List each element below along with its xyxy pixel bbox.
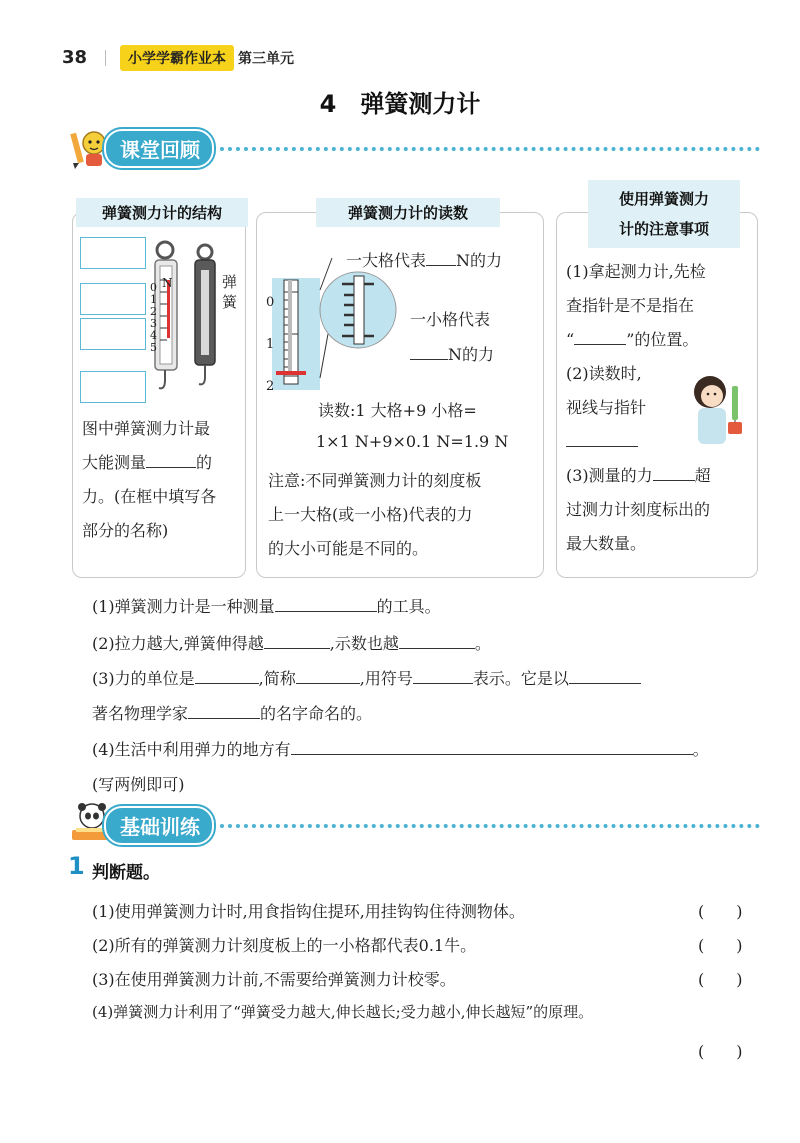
scale-tick-labels	[150, 282, 160, 354]
scale-unit-label: N	[162, 276, 173, 290]
q1-prefix: (1)弹簧测力计是一种测量	[92, 597, 275, 616]
big-division-text	[346, 248, 502, 271]
notes-tab-line-2: 计的注意事项	[618, 220, 709, 238]
note-3-line-3: 最大数量。	[566, 534, 647, 553]
question-2	[92, 631, 491, 654]
tick-label: 3	[150, 317, 157, 330]
small-division-blank[interactable]	[410, 345, 448, 360]
zero-position-blank[interactable]	[574, 330, 626, 345]
problem-title: 判断题。	[92, 863, 160, 883]
q3-mid-3: 表示。它是以	[472, 669, 569, 688]
header-divider	[105, 50, 106, 66]
q4-blank[interactable]	[291, 740, 693, 755]
structure-line-1: 图中弹簧测力计最	[82, 419, 211, 438]
tick-label: 5	[150, 341, 157, 354]
not-exceed-blank[interactable]	[653, 466, 695, 481]
note-1-line-1: (1)拿起测力计,先检	[566, 262, 706, 281]
q3-blank-3[interactable]	[413, 669, 473, 684]
judgment-item-2: (2)所有的弹簧测力计刻度板上的一小格都代表0.1牛。	[92, 936, 477, 955]
notes-tab	[588, 180, 740, 248]
banner-dots	[220, 147, 760, 151]
question-3	[92, 666, 641, 689]
review-banner	[70, 125, 760, 169]
structure-line-4: 部分的名称)	[82, 521, 169, 540]
q3-line2-suffix: 的名字命名的。	[260, 704, 373, 723]
q2-suffix: 。	[474, 634, 491, 653]
tick-label: 2	[266, 379, 275, 394]
max-range-blank[interactable]	[146, 453, 196, 468]
structure-line-2b: 的	[196, 453, 213, 472]
tick-label: 4	[150, 329, 157, 342]
note-1-line-2: 查指针是不是指在	[566, 296, 695, 315]
reading-note	[268, 464, 540, 566]
q2-mid: ,示数也越	[329, 634, 399, 653]
answer-paren-3[interactable]: ( )	[698, 970, 743, 989]
q3-blank-1[interactable]	[195, 669, 259, 684]
big-division-suffix: N的力	[456, 251, 503, 270]
structure-line-3: 力。(在框中填写各	[82, 487, 217, 506]
structure-tab: 弹簧测力计的结构	[76, 198, 248, 227]
problem-number: 1	[68, 852, 85, 880]
tick-label: 0	[266, 295, 275, 310]
reading-scale-ticks	[266, 282, 274, 408]
q3-blank-4[interactable]	[569, 669, 641, 684]
judgment-item-4: (4)弹簧测力计利用了“弹簧受力越大,伸长越长;受力越小,伸长越短”的原理。	[92, 1003, 594, 1021]
q2-blank-2[interactable]	[399, 634, 475, 649]
note-line-2: 上一大格(或一小格)代表的力	[268, 505, 473, 524]
structure-text	[82, 412, 242, 548]
q3-blank-5[interactable]	[188, 704, 260, 719]
review-banner-title: 课堂回顾	[104, 129, 214, 168]
line-of-sight-blank[interactable]	[566, 432, 638, 447]
banner-dots	[220, 824, 760, 828]
q3-blank-2[interactable]	[296, 669, 360, 684]
note-1-quote-open: “	[566, 330, 575, 349]
small-division-text	[410, 307, 490, 330]
unit-label: 第三单元	[238, 51, 294, 67]
q3-prefix: (3)力的单位是	[92, 669, 195, 688]
answer-paren-4[interactable]: ( )	[698, 1042, 743, 1061]
scale-reading-figure	[262, 250, 402, 400]
q4-prefix: (4)生活中利用弹力的地方有	[92, 740, 291, 759]
tick-label: 0	[150, 281, 157, 294]
q1-suffix: 的工具。	[376, 597, 441, 616]
note-3-suffix: 超	[694, 466, 711, 485]
q2-prefix: (2)拉力越大,弹簧伸得越	[92, 634, 264, 653]
judgment-item-1: (1)使用弹簧测力计时,用食指钩住提环,用挂钩钩住待测物体。	[92, 902, 525, 921]
reading-tab: 弹簧测力计的读数	[316, 198, 500, 227]
small-division-text-2	[410, 342, 494, 365]
question-4-note: (写两例即可)	[92, 775, 185, 794]
tick-label: 2	[150, 305, 157, 318]
pencil-mascot-icon	[70, 125, 108, 169]
label-box-1[interactable]	[80, 237, 146, 269]
notes-tab-line-1: 使用弹簧测力	[618, 190, 709, 208]
question-3-line-2	[92, 701, 372, 724]
note-line-1: 注意:不同弹簧测力计的刻度板	[268, 471, 482, 490]
girl-reading-scale-icon	[688, 370, 750, 450]
label-box-4[interactable]	[80, 371, 146, 403]
label-box-2[interactable]	[80, 283, 146, 315]
series-badge: 小学学霸作业本	[120, 45, 234, 71]
question-1	[92, 594, 441, 617]
note-2-line-2: 视线与指针	[566, 398, 647, 417]
practice-banner	[70, 800, 760, 844]
lesson-title: 4 弹簧测力计	[319, 90, 481, 118]
big-division-prefix: 一大格代表	[346, 251, 427, 270]
small-division-suffix: N的力	[448, 345, 495, 364]
answer-paren-1[interactable]: ( )	[698, 902, 743, 921]
note-line-3: 的大小可能是不同的。	[268, 539, 429, 558]
label-box-3[interactable]	[80, 318, 146, 350]
judgment-item-3: (3)在使用弹簧测力计前,不需要给弹簧测力计校零。	[92, 970, 456, 989]
answer-paren-2[interactable]: ( )	[698, 936, 743, 955]
tick-label: 1	[150, 293, 157, 306]
structure-line-2: 大能测量	[82, 453, 147, 472]
page-number: 38	[62, 47, 88, 68]
tick-label: 1	[266, 337, 275, 352]
note-1-quote-close: ”的位置。	[626, 330, 699, 349]
reading-formula-1: 读数:1 大格+9 小格=	[318, 401, 477, 420]
q3-mid-2: ,用符号	[359, 669, 413, 688]
note-3-prefix: (3)测量的力	[566, 466, 653, 485]
note-2-line-1: (2)读数时,	[566, 364, 642, 383]
q1-blank[interactable]	[275, 597, 377, 612]
reading-formula-2: 1×1 N+9×0.1 N=1.9 N	[316, 432, 509, 451]
spring-label: 弹簧	[222, 273, 238, 311]
q3-mid-1: ,简称	[258, 669, 296, 688]
q3-line2-prefix: 著名物理学家	[92, 704, 189, 723]
practice-banner-title: 基础训练	[104, 806, 214, 845]
q4-suffix: 。	[692, 740, 709, 759]
small-division-prefix: 一小格代表	[410, 310, 491, 329]
q2-blank-1[interactable]	[264, 634, 330, 649]
question-4	[92, 737, 709, 760]
big-division-blank[interactable]	[426, 251, 456, 266]
note-3-line-2: 过测力计刻度标出的	[566, 500, 711, 519]
